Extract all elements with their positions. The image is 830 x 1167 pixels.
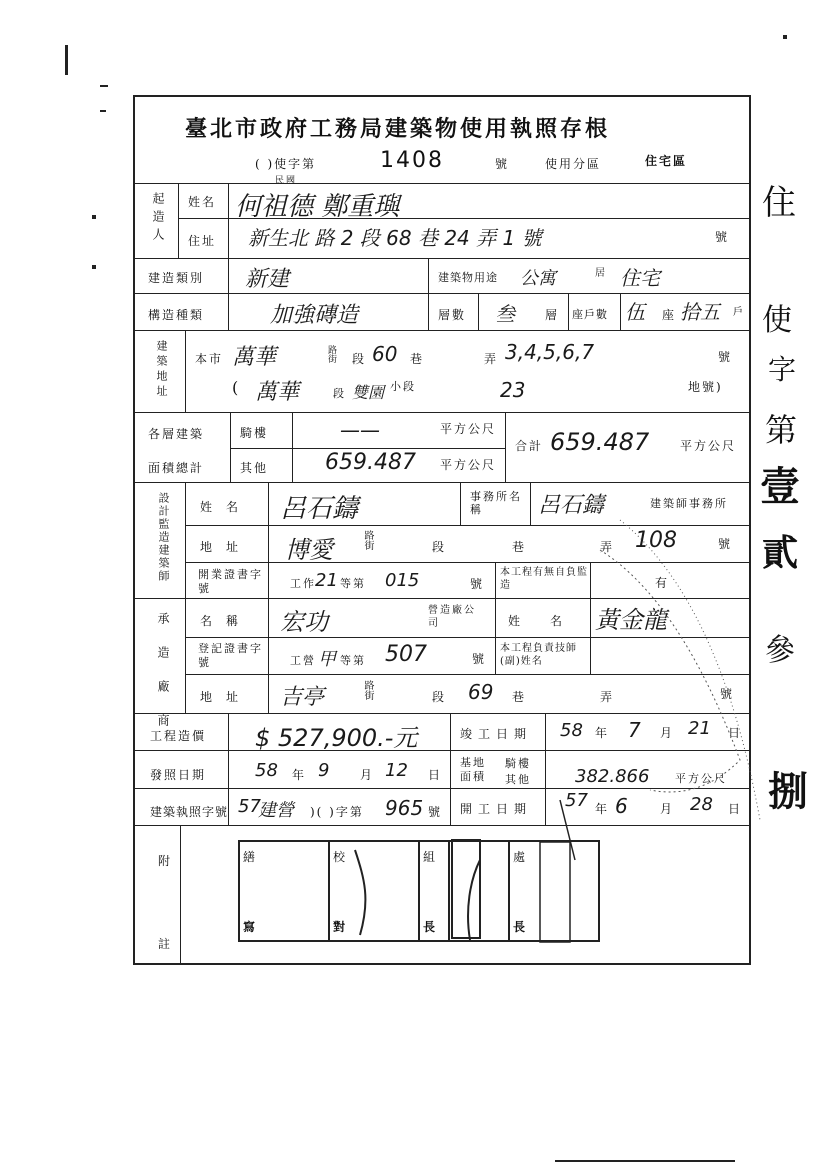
building-class-value: 新建 [245,267,290,292]
units-suffix: 戶 [733,307,745,318]
side-fragment: 住 [762,183,798,223]
office-suffix: 建築師事務所 [650,497,728,510]
floors-suffix: 層 [545,308,560,322]
cert-end: 號 [470,577,485,591]
units-value: 伍 [625,300,645,324]
district-value: 住宅區 [645,154,688,168]
site-line1-lane: 60 [372,342,398,366]
issue-day-label: 日 [428,768,443,782]
architect-name-value: 呂石鑄 [280,494,359,524]
completion-year: 58 [560,720,583,741]
architect-address-lane: 巷 [512,540,527,554]
supervise-label: 本工程有無自負監造 [500,567,588,591]
start-day-label: 日 [728,802,743,816]
contractor-section-label: 承造廠商 [156,612,170,748]
other-area-value: 659.487 [325,450,416,475]
completion-month: 7 [628,718,641,742]
total-area-label: 合計 [515,439,544,453]
registration-no: 507 [385,642,427,667]
start-day: 28 [690,794,713,815]
side-fragment: 參 [765,633,797,668]
contractor-address-road: 路街 [362,680,373,700]
contractor-name-label: 名稱 [200,614,253,628]
site-area-arcade-label: 騎樓 [505,757,531,770]
handwritten-signature [355,850,365,935]
start-year: 57 [565,790,588,811]
units-value-2: 拾五 [680,300,720,324]
license-suffix: 號 [495,157,510,171]
contractor-address-section: 段 [432,690,447,704]
scribble-mark [620,520,760,820]
cert-grade: 等第 [340,577,366,590]
side-fragment: 貳 [762,532,801,574]
remarks-label-2: 註 [158,937,173,951]
building-use-value: 公寓 [520,268,556,289]
applicant-address-label: 住址 [188,234,217,248]
site-area-value: 382.866 [575,766,650,787]
tech-label: 本工程負責技師(副)姓名 [500,643,577,667]
cert-mid: 21 [315,570,338,591]
check-label-2: 對 [333,920,348,934]
building-use-label: 建築物用途 [438,271,498,284]
architect-name-label: 姓名 [200,500,253,514]
site-area-label: 基地面積 [460,756,486,783]
applicant-section-label: 起造人 [151,192,165,246]
other-area-label: 其他 [240,461,269,475]
units-label: 座戶數 [572,308,608,321]
chief-label-2: 長 [423,920,438,934]
director-label-1: 處 [513,850,528,864]
handwritten-signature [560,800,575,860]
permit-number: 965 [385,796,424,820]
architect-address-section: 段 [432,540,447,554]
site-line2-section: 段 [333,387,346,400]
site-label: 建築地址 [155,340,168,400]
permit-label: 建築執照字號 [150,805,229,819]
architect-section-label: 設計監造建築師 [157,492,170,583]
architect-address-label: 地址 [200,540,253,554]
side-fragment: 第 [765,411,800,449]
scribble-mark [600,550,743,792]
permit-mid: )( )字第 [310,805,364,819]
architect-address-end: 號 [718,537,733,551]
total-area-unit: 平方公尺 [680,439,737,453]
registration-prefix: 工營 [290,654,316,667]
completion-day-label: 日 [728,726,743,740]
site-line1-lane-label: 巷 [410,352,425,366]
side-fragment: 使 [762,303,794,338]
applicant-name-label: 姓名 [188,195,217,209]
cost-value: $ 527,900.-元 [255,724,418,752]
contractor-address-end: 號 [720,687,735,701]
site-line2-lot: 23 [500,378,526,402]
site-line1-road-label: 路街 [326,345,336,363]
clerk-label-1: 繕 [243,850,258,864]
office-value: 呂石鑄 [538,493,605,518]
registration-end: 號 [472,652,487,666]
registration-label: 登記證書字號 [198,642,263,669]
structure-value: 加強磚造 [270,303,359,328]
contractor-address-label: 地址 [200,690,253,704]
site-line1-end: 號 [718,350,733,364]
cost-label: 工程造價 [150,729,207,743]
floor-area-label-2: 面積總計 [148,461,205,475]
issue-label: 發照日期 [150,768,207,782]
issue-year-label: 年 [292,768,307,782]
check-label-1: 校 [333,850,348,864]
license-prefix: ( )使字第 [255,157,317,171]
arcade-label: 騎樓 [240,426,269,440]
site-line2-end: 地號) [688,380,723,394]
small-mark: 民國 [275,176,298,186]
cert-label: 開業證書字號 [198,568,263,595]
site-line1-alley-label: 弄 [484,352,499,366]
architect-address-alley: 弄 [600,540,615,554]
contractor-name-value: 宏功 [280,608,328,636]
contractor-address-lane-no: 69 [468,680,494,704]
total-area-value: 659.487 [550,428,650,456]
building-class-label: 建造類別 [148,271,205,285]
architect-address-no: 108 [635,528,677,553]
structure-label: 構造種類 [148,308,205,322]
issue-year: 58 [255,760,278,781]
contractor-rep-label: 姓名 [508,614,593,628]
units-mid: 座 [662,308,677,322]
contractor-rep-value: 黃金龍 [595,606,667,634]
building-use-extra: 住宅 [620,266,660,290]
supervise-value: 有 [655,576,670,590]
permit-prefix: 57 [238,796,261,817]
floors-label: 層數 [438,308,467,322]
architect-address-value: 博愛 [285,536,333,564]
site-area-unit: 平方公尺 [675,772,727,785]
completion-year-label: 年 [595,726,610,740]
completion-label: 竣工日期 [460,727,533,741]
registration-grade-value: 甲 [318,649,336,670]
other-area-unit: 平方公尺 [440,458,497,472]
form-title: 臺北市政府工務局建築物使用執照存根 [185,116,611,142]
permit-end: 號 [428,805,443,819]
seal-stamp [452,840,480,938]
issue-day: 12 [385,760,408,781]
applicant-address-value: 新生北 路 2 段 68 巷 24 弄 1 號 [248,226,542,250]
district-label: 使用分區 [545,157,602,171]
site-line2-subsection: 雙園 [352,383,385,402]
site-line2-district: 萬華 [255,380,300,405]
issue-month-label: 月 [360,768,375,782]
site-line1-numbers: 3,4,5,6,7 [505,340,595,364]
start-label: 開工日期 [460,802,533,816]
chief-label-1: 組 [423,850,438,864]
start-month-label: 月 [660,802,675,816]
cert-prefix: 工作 [290,577,316,590]
floors-value: 叁 [495,302,515,326]
site-area-other-label: 其他 [505,773,531,786]
site-line2-sub-label: 小段 [390,380,416,393]
site-line1-prefix: 本市 [195,352,224,366]
cert-no: 015 [385,570,420,591]
handwritten-signature [468,860,480,940]
applicant-name-value: 何祖德 鄭重璵 [235,192,400,222]
completion-day: 21 [688,718,711,739]
architect-address-road: 路街 [362,530,373,550]
remarks-label-1: 附 [158,854,173,868]
contractor-address-lane: 巷 [512,690,527,704]
director-label-2: 長 [513,920,528,934]
contractor-type-label: 營造廠公司 [428,605,476,629]
site-line2-prefix: ( [232,378,241,397]
side-fragment: 壹 [760,463,802,510]
registration-grade: 等第 [340,654,366,667]
arcade-unit: 平方公尺 [440,422,497,436]
arcade-value: —— [340,418,380,442]
clerk-label-2: 寫 [243,920,258,934]
start-month: 6 [615,794,628,818]
start-year-label: 年 [595,802,610,816]
building-use-suffix: 居 [595,268,607,279]
contractor-address-alley: 弄 [600,690,615,704]
site-line1-section: 段 [352,352,367,366]
completion-month-label: 月 [660,726,675,740]
side-fragment: 捌 [768,768,810,815]
side-fragment: 字 [768,353,799,386]
floor-area-label-1: 各層建築 [148,427,205,441]
office-label: 事務所名稱 [470,490,522,516]
permit-type: 建營 [258,800,294,821]
license-number: 1408 [380,148,444,173]
site-line1-district: 萬華 [232,345,277,370]
issue-month: 9 [318,760,330,781]
applicant-address-end: 號 [715,230,730,244]
contractor-address-value: 吉亭 [280,685,325,710]
seal-stamp [540,842,570,942]
